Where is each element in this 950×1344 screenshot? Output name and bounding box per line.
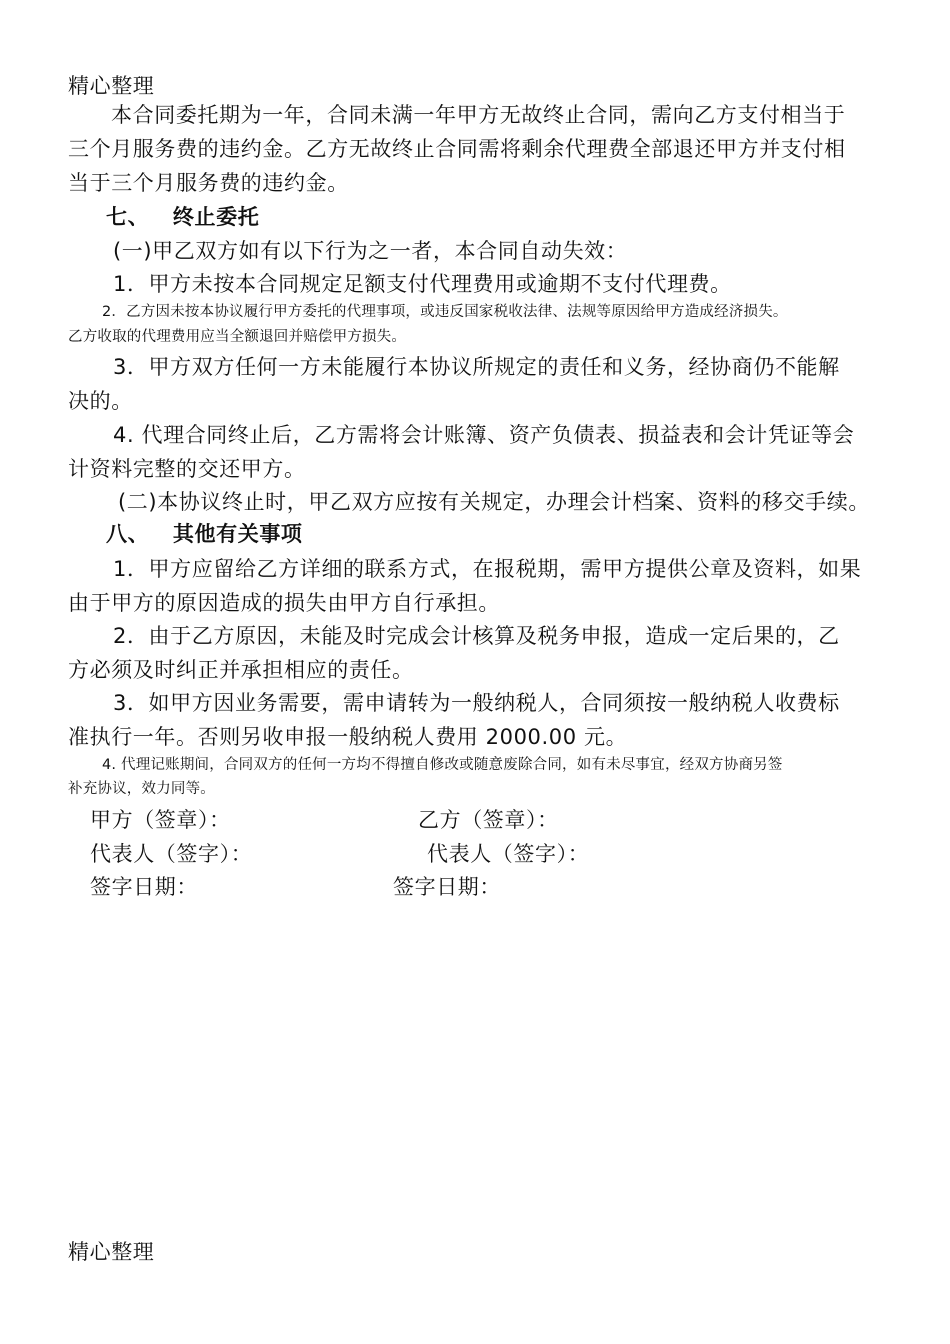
party-a-representative-label: 代表人（签字）： <box>90 842 253 866</box>
section-7-item-4-line-1: 4. 代理合同终止后，乙方需将会计账簿、资产负债表、损益表和会计凭证等会 <box>113 423 855 447</box>
section-8-item-3-line-2: 准执行一年。否则另收申报一般纳税人费用 2000.00 元。 <box>68 725 628 749</box>
section-7-part-2: (二)本协议终止时，甲乙双方应按有关规定，办理会计档案、资料的移交手续。 <box>118 490 870 514</box>
party-a-seal-label: 甲方（签章）： <box>90 808 231 832</box>
party-a-date-label: 签字日期： <box>90 875 198 899</box>
term-paragraph-line-1: 本合同委托期为一年，合同未满一年甲方无故终止合同，需向乙方支付相当于 <box>111 103 846 127</box>
section-7-item-2-line-2: 乙方收取的代理费用应当全额退回并赔偿甲方损失。 <box>68 329 407 345</box>
section-7-item-2-line-1: 2．乙方因未按本协议履行甲方委托的代理事项，或违反国家税收法律、法规等原因给甲方造成经济损失。 <box>102 304 788 320</box>
section-8-item-4-line-2: 补充协议，效力同等。 <box>68 781 215 797</box>
section-8-item-4-line-1: 4. 代理记账期间，合同双方的任何一方均不得擅自修改或随意废除合同，如有未尽事宜，经双方协商另签 <box>102 757 783 773</box>
section-8-item-1-line-1: 1．甲方应留给乙方详细的联系方式，在报税期，需甲方提供公章及资料，如果 <box>113 557 862 581</box>
section-7-heading: 七、 终止委托 <box>106 205 260 229</box>
section-8-heading: 八、 其他有关事项 <box>106 522 303 546</box>
party-b-representative-label: 代表人（签字）： <box>427 842 590 866</box>
party-b-seal-label: 乙方（签章）： <box>418 808 559 832</box>
section-7-item-3-line-2: 决的。 <box>68 389 133 413</box>
section-8-item-2-line-1: 2．由于乙方原因，未能及时完成会计核算及税务申报，造成一定后果的，乙 <box>113 624 840 648</box>
section-8-item-3-line-1: 3．如甲方因业务需要，需申请转为一般纳税人，合同须按一般纳税人收费标 <box>113 691 840 715</box>
footer-watermark: 精心整理 <box>68 1240 155 1264</box>
party-b-date-label: 签字日期： <box>393 875 501 899</box>
header-watermark: 精心整理 <box>68 74 155 98</box>
section-7-item-1: 1．甲方未按本合同规定足额支付代理费用或逾期不支付代理费。 <box>113 272 732 296</box>
section-7-item-4-line-2: 计资料完整的交还甲方。 <box>68 457 306 481</box>
section-7-item-3-line-1: 3．甲方双方任何一方未能履行本协议所规定的责任和义务，经协商仍不能解 <box>113 355 840 379</box>
section-7-intro: (一)甲乙双方如有以下行为之一者，本合同自动失效： <box>113 239 628 263</box>
term-paragraph-line-2: 三个月服务费的违约金。乙方无故终止合同需将剩余代理费全部退还甲方并支付相 <box>68 137 846 161</box>
section-8-item-2-line-2: 方必须及时纠正并承担相应的责任。 <box>68 658 414 682</box>
term-paragraph-line-3: 当于三个月服务费的违约金。 <box>68 171 349 195</box>
section-8-item-1-line-2: 由于甲方的原因造成的损失由甲方自行承担。 <box>68 591 500 615</box>
